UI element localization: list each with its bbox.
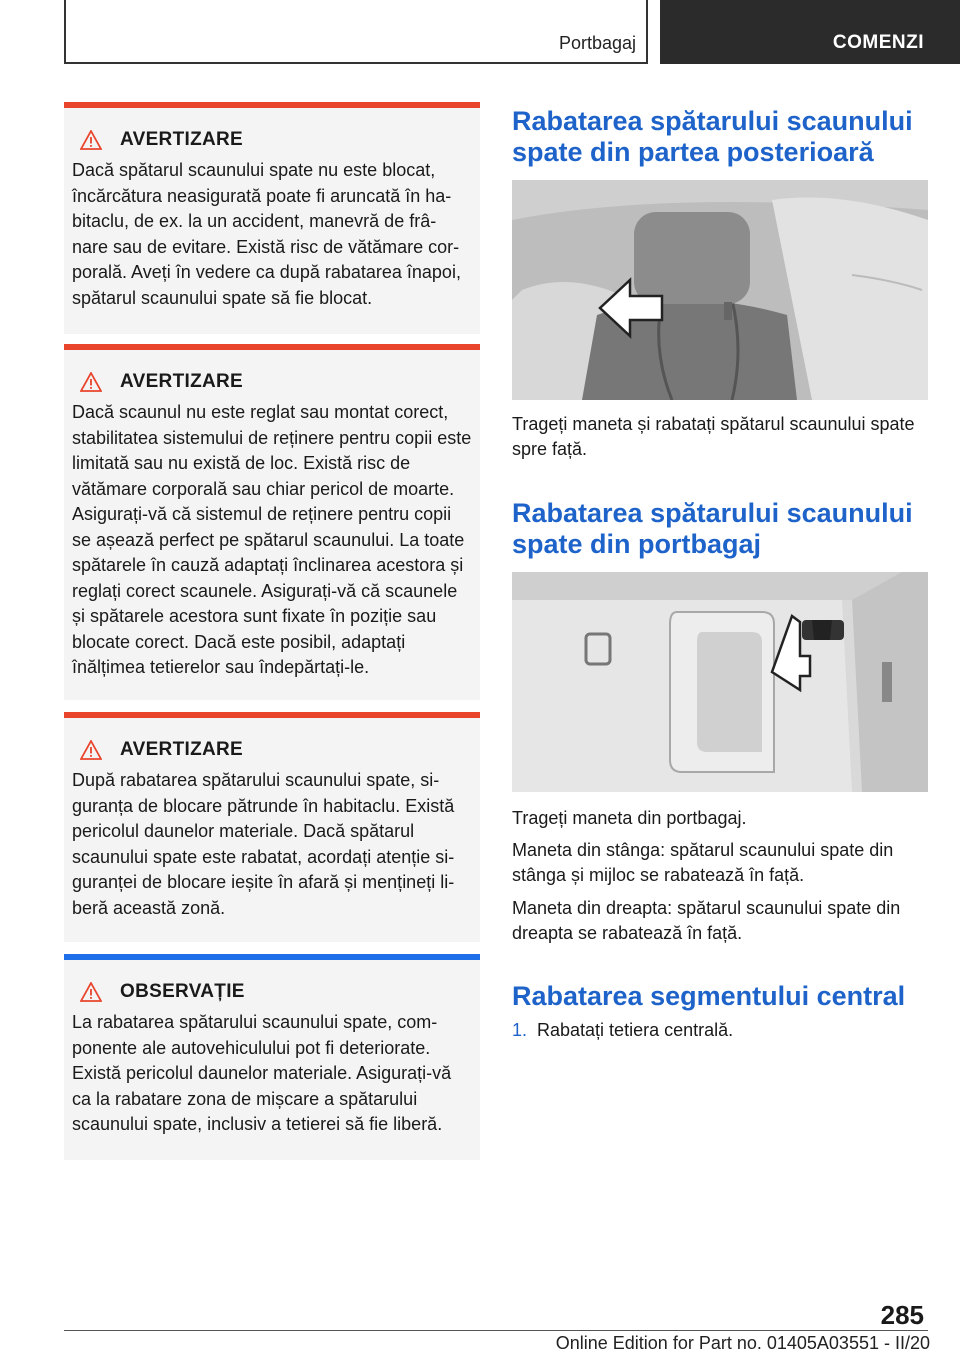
section-heading-line: spate din partea posterioară: [512, 137, 874, 167]
footer-edition: Online Edition for Part no. 01405A03551 - II/20: [555, 1333, 930, 1353]
warning-text: Dacă scaunul nu este reglat sau montat corect, stabilitatea sistemului de reținere pentru copii este limitată sau nu există de loc. Există risc de vătămare corporală sau chiar pericol de moarte. Asigurați-vă că sistemul de reținere pentru copii se așează perfect pe spătarul scaunului. La toate spătarele în cauză adaptați înclinarea acestora și reglați corect scaunele. Asigurați-vă că scaunele și spătarele acestora sunt fixate în poziție sau blocate corect. Dacă este posibil, adaptați înălțimea tetierelor sau îndepărtați-le.: [72, 402, 472, 677]
step-text: Rabatați tetiera centrală.: [537, 1020, 734, 1040]
warning-box-1: [64, 102, 480, 334]
page-number: 285: [880, 1300, 924, 1330]
note-text: La rabatarea spătarului scaunului spate, com‐ponente ale autovehiculului pot fi deteriorate. Există pericolul daunelor materiale. Asigurați-vă ca la rabatare zona de mișcare a spătarului scaunului spate, inclusiv a tetierei să fie liberă.: [72, 1012, 452, 1134]
rear-seat-headrest-image: [512, 180, 928, 400]
warning-box-2: [64, 344, 480, 700]
warning-triangle-icon: [80, 740, 102, 760]
chapter-tab[interactable]: [660, 0, 960, 64]
section-heading-2: [512, 498, 913, 560]
warning-text: După rabatarea spătarului scaunului spate, si‐guranța de blocare pătrunde în habitaclu. Există pericolul daunelor materiale. Dacă spătarul scaunului spate este rabatat, acordați atenție si‐guranței de blocare ieșite în afară și mențineți li‐beră această zonă.: [72, 770, 455, 918]
warning-triangle-icon: [80, 372, 102, 392]
warning-triangle-icon: [80, 982, 102, 1002]
section-heading-1: [512, 106, 913, 168]
footer-divider: [64, 1330, 928, 1331]
section-heading-line: Rabatarea spătarului scaunului: [512, 498, 913, 528]
section-title: Portbagaj: [558, 33, 636, 53]
warning-title: AVERTIZARE: [120, 371, 243, 392]
section-heading-line: spate din portbagaj: [512, 529, 762, 559]
note-title: OBSERVAȚIE: [120, 981, 245, 1002]
step-number: 1.: [512, 1020, 528, 1040]
section-2-paragraph-3: Maneta din dreapta: spătarul scaunului spate din dreapta se rabatează în față.: [512, 898, 901, 943]
trunk-lever-image: [512, 572, 928, 792]
section-2-paragraph-2: Maneta din stânga: spătarul scaunului spate din stânga și mijloc se rabatează în față.: [512, 840, 894, 885]
warning-triangle-icon: [80, 130, 102, 150]
warning-title: AVERTIZARE: [120, 739, 243, 760]
chapter-tab-label: COMENZI: [832, 32, 924, 53]
header-section-box: [64, 0, 648, 64]
section-1-paragraph: Trageți maneta și rabatați spătarul scaunului spate spre față.: [512, 414, 915, 459]
trunk-illustration: [512, 572, 928, 792]
warning-title: AVERTIZARE: [120, 129, 243, 150]
section-heading-line: Rabatarea spătarului scaunului: [512, 106, 913, 136]
seat-illustration: [512, 180, 928, 400]
note-box: [64, 954, 480, 1160]
warning-text: Dacă spătarul scaunului spate nu este blocat, încărcătura neasigurată poate fi aruncată în ha‐bitaclu, de ex. la un accident, manevră de frâ‐nare sau de evitare. Există risc de vătămare cor‐porală. Aveți în vedere ca după rabatarea înapoi, spătarul scaunului spate să fie blocat.: [72, 160, 461, 308]
warning-box-3: [64, 712, 480, 942]
section-heading-3: Rabatarea segmentului central: [512, 981, 906, 1011]
step-item: [512, 1020, 733, 1041]
section-2-paragraph-1: Trageți maneta din portbagaj.: [512, 808, 747, 828]
